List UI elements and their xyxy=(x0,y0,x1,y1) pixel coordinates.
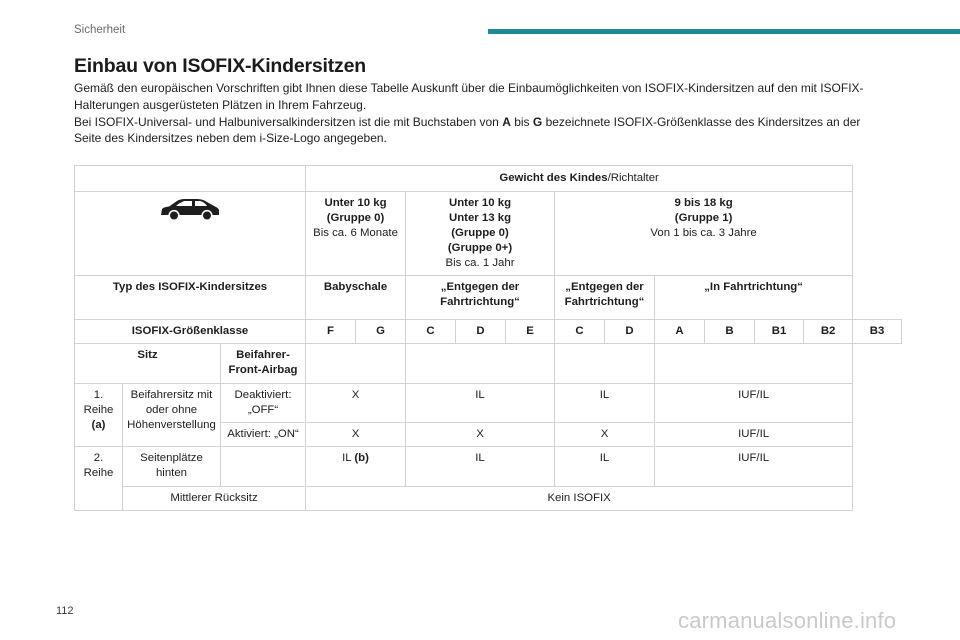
footnote-marker: (b) xyxy=(354,452,369,464)
size-class-label xyxy=(75,320,306,344)
table-cell: IL xyxy=(555,384,655,423)
type-babyschale-text: Babyschale xyxy=(323,281,388,293)
group-1-cell xyxy=(555,192,853,276)
size-class-value: G xyxy=(376,325,385,337)
table-row xyxy=(75,320,902,344)
row-1-note: (a) xyxy=(91,419,106,431)
section-label: Sicherheit xyxy=(74,24,126,36)
group-0plus-label-2: (Gruppe 0+) xyxy=(447,242,513,254)
size-class-cell xyxy=(705,320,755,344)
table-cell: IL xyxy=(555,447,655,487)
type-rear-facing-1 xyxy=(406,276,555,320)
size-class-cell xyxy=(804,320,853,344)
table-cell-empty xyxy=(221,447,306,487)
watermark: carmanualsonline.info xyxy=(678,608,897,633)
size-class-cell xyxy=(555,320,605,344)
airbag-label xyxy=(221,344,306,384)
size-class-value: F xyxy=(327,325,334,337)
size-class-cell xyxy=(456,320,506,344)
intro-text-part: Bei ISOFIX-Universal- und Halbuniversalkindersitzen ist die mit Buchstaben von xyxy=(74,114,503,129)
table-cell: X xyxy=(306,384,406,423)
page-title: Einbau von ISOFIX-Kindersitzen xyxy=(74,55,366,77)
size-class-value: B xyxy=(725,325,734,337)
type-label xyxy=(75,276,306,320)
intro-paragraph-2 xyxy=(74,114,874,148)
table-cell-empty xyxy=(406,344,555,384)
size-class-label-text: ISOFIX-Größenklasse xyxy=(131,325,249,337)
type-forward-text: „In Fahrtrichtung“ xyxy=(704,281,803,293)
group-0plus-weight-1: Unter 10 kg xyxy=(448,197,512,209)
no-isofix-cell: Kein ISOFIX xyxy=(306,487,853,511)
row-1-label-text: 1. Reihe xyxy=(83,389,114,416)
car-icon-cell xyxy=(75,192,306,276)
size-class-value: D xyxy=(625,325,634,337)
table-row xyxy=(75,384,902,423)
type-rear-facing-text: „Entgegen der Fahrtrichtung“ xyxy=(564,281,645,308)
intro-text xyxy=(74,80,874,147)
airbag-off-label: Deaktiviert: „OFF“ xyxy=(221,384,306,423)
table-cell-empty xyxy=(555,344,655,384)
size-class-cell xyxy=(306,320,356,344)
table-cell-empty xyxy=(75,166,306,192)
table-row xyxy=(75,487,902,511)
row-2-label: 2. Reihe xyxy=(75,447,123,511)
weight-heading xyxy=(306,166,853,192)
size-class-cell xyxy=(506,320,555,344)
group-0plus-age: Bis ca. 1 Jahr xyxy=(445,257,515,269)
size-letter-a: A xyxy=(502,114,511,129)
group-1-weight: 9 bis 18 kg xyxy=(674,197,733,209)
table-row xyxy=(75,344,902,384)
table-cell: IUF/IL xyxy=(655,423,853,447)
table-row xyxy=(75,166,902,192)
size-class-cell xyxy=(605,320,655,344)
size-class-value: C xyxy=(575,325,584,337)
weight-heading-bold: Gewicht des Kindes xyxy=(499,172,608,184)
passenger-seat-label: Beifahrersitz mit oder ohne Höhenverstellung xyxy=(123,384,221,447)
size-class-cell xyxy=(655,320,705,344)
header-accent-bar xyxy=(488,29,960,34)
table-cell-empty xyxy=(306,344,406,384)
group-0-weight: Unter 10 kg xyxy=(324,197,387,209)
size-class-value: E xyxy=(526,325,534,337)
airbag-on-label: Aktiviert: „ON“ xyxy=(221,423,306,447)
row-1-label xyxy=(75,384,123,447)
group-0-cell xyxy=(306,192,406,276)
rear-side-seats-label: Seitenplätze hinten xyxy=(123,447,221,487)
size-class-value: B2 xyxy=(820,325,836,337)
size-class-value: B1 xyxy=(771,325,787,337)
intro-text-part: bezeichnete ISOFIX-Größenklasse des Kindersitzes an der Seite des Kindersitzes neben dem i-Size-Logo angegeben. xyxy=(74,114,861,146)
group-1-label: (Gruppe 1) xyxy=(674,212,733,224)
table-cell: IL xyxy=(406,447,555,487)
table-cell: X xyxy=(306,423,406,447)
table-cell-empty xyxy=(655,344,853,384)
group-0plus-cell xyxy=(406,192,555,276)
group-1-age: Von 1 bis ca. 3 Jahre xyxy=(650,227,757,239)
group-0plus-weight-2: Unter 13 kg xyxy=(448,212,512,224)
group-0-age: Bis ca. 6 Monate xyxy=(313,227,398,239)
type-rear-facing-text: „Entgegen der Fahrtrichtung“ xyxy=(440,281,520,308)
type-forward xyxy=(655,276,853,320)
table-row xyxy=(75,192,902,276)
table-row xyxy=(75,276,902,320)
type-babyschale xyxy=(306,276,406,320)
table-cell: X xyxy=(406,423,555,447)
size-class-value: D xyxy=(476,325,485,337)
table-cell: IUF/IL xyxy=(655,447,853,487)
size-class-cell xyxy=(755,320,804,344)
type-rear-facing-2 xyxy=(555,276,655,320)
seat-label-text: Sitz xyxy=(137,349,158,361)
table-cell-value: IL xyxy=(342,452,355,464)
size-class-cell xyxy=(406,320,456,344)
intro-paragraph-1: Gemäß den europäischen Vorschriften gibt Ihnen diese Tabelle Auskunft über die Einbaumöglichkeiten von ISOFIX-Kindersitzen auf den mit ISOFIX-Halterungen ausgerüsteten Plätzen in Ihrem Fahrzeug. xyxy=(74,81,864,112)
page-number: 112 xyxy=(56,605,74,617)
size-class-cell xyxy=(853,320,902,344)
intro-text-part: bis xyxy=(510,114,533,129)
group-0plus-label-1: (Gruppe 0) xyxy=(451,227,509,239)
seat-label xyxy=(75,344,221,384)
size-class-value: C xyxy=(426,325,435,337)
group-0-label: (Gruppe 0) xyxy=(326,212,385,224)
table-cell: X xyxy=(555,423,655,447)
isofix-table xyxy=(74,165,902,511)
car-side-icon xyxy=(159,196,221,222)
table-row xyxy=(75,447,902,487)
size-class-value: A xyxy=(675,325,684,337)
size-class-cell xyxy=(356,320,406,344)
weight-heading-rest: /Richtalter xyxy=(607,172,659,184)
rear-middle-seat-label: Mittlerer Rücksitz xyxy=(123,487,306,511)
type-label-text: Typ des ISOFIX-Kindersitzes xyxy=(112,281,268,293)
size-letter-g: G xyxy=(532,114,543,129)
table-cell xyxy=(306,447,406,487)
airbag-label-text: Beifahrer-Front-Airbag xyxy=(228,349,298,376)
table-cell: IUF/IL xyxy=(655,384,853,423)
size-class-value: B3 xyxy=(869,325,885,337)
table-cell: IL xyxy=(406,384,555,423)
